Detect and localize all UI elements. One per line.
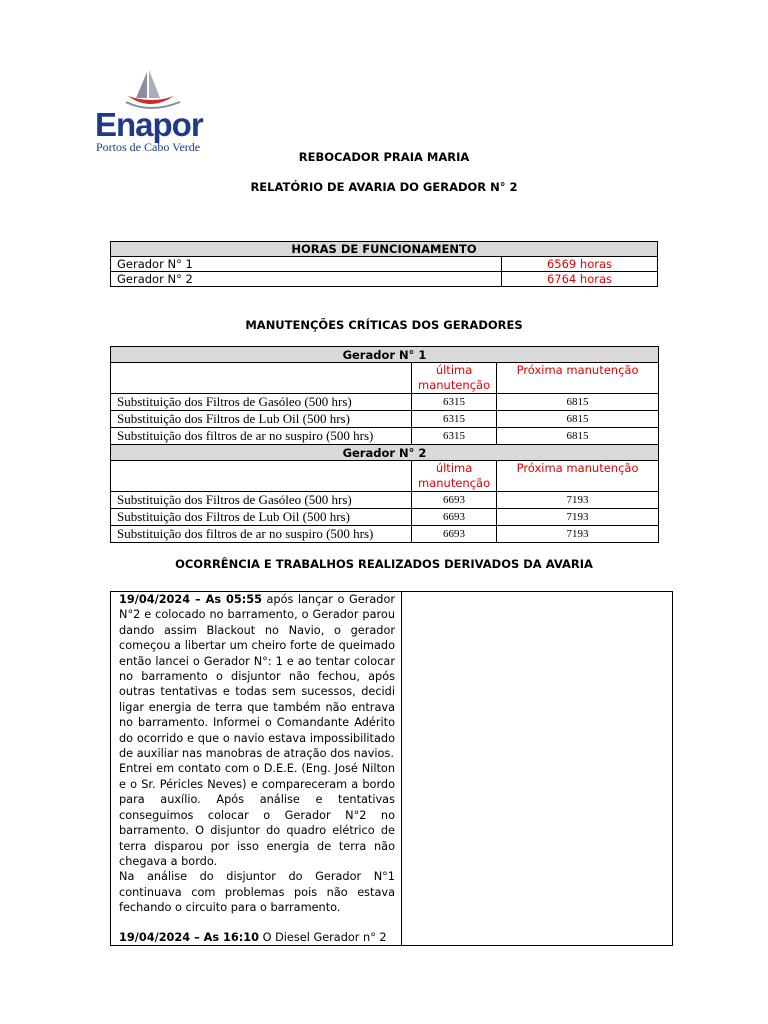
maintenance-item: Substituição dos Filtros de Lub Oil (500 hrs) — [111, 411, 412, 428]
hours-value: 6764 horas — [502, 272, 658, 287]
last-value: 6315 — [412, 411, 497, 428]
occurrence-paragraph-3: Na análise do disjuntor do Gerador N°1 continuava com problemas pois não estava fechando o circuito para o barramento. — [119, 870, 395, 915]
hours-label: Gerador N° 2 — [111, 272, 502, 287]
next-value: 6815 — [497, 428, 659, 445]
hours-table-header: HORAS DE FUNCIONAMENTO — [111, 242, 658, 257]
next-value: 7193 — [497, 492, 659, 509]
logo-subtitle: Portos de Cabo Verde — [96, 140, 201, 154]
hours-table — [110, 241, 658, 287]
entry-1-timestamp: 19/04/2024 – As 05:55 — [119, 593, 262, 606]
table-row — [111, 509, 659, 526]
maintenance-item: Substituição dos Filtros de Lub Oil (500 hrs) — [111, 509, 412, 526]
maintenance-item: Substituição dos filtros de ar no suspiro (500 hrs) — [111, 526, 412, 543]
maintenance-item: Substituição dos filtros de ar no suspiro (500 hrs) — [111, 428, 412, 445]
entry-1-text: após lançar o Gerador N°2 e colocado no barramento, o Gerador parou dando assim Blackout no Navio, o gerador começou a libertar um cheiro forte de queimado então lancei o Gerador N°: 1 e ao tentar colocar no barramento o disjuntor não fechou, após outras tentativas e todas sem sucessos, decidi ligar energia de terra que também não entrava no barramento. Informei o Comandante Adérito do ocorrido e que o navio estava impossibilitado de auxiliar nas manobras de atração dos navios. — [119, 593, 395, 761]
last-value: 6693 — [412, 526, 497, 543]
maintenance-title: MANUTENÇÕES CRÍTICAS DOS GERADORES — [245, 318, 523, 332]
col-last-maintenance: última manutenção — [412, 461, 497, 492]
occurrence-empty-cell — [402, 592, 673, 946]
table-row — [111, 394, 659, 411]
generator-2-header: Gerador N° 2 — [111, 445, 659, 461]
hours-label: Gerador N° 1 — [111, 257, 502, 272]
occurrence-paragraph-2: Entrei em contato com o D.E.E. (Eng. José Nilton e o Sr. Péricles Neves) e compareceram a bordo para auxílio. Após análise e tentativas conseguimos colocar o Gerador N°2 no barramento. O disjuntor do quadro elétrico de terra disparou por isso energia de terra não chegava a bordo. — [119, 762, 395, 868]
logo-wordmark: Enapor — [95, 106, 203, 143]
hours-value: 6569 horas — [502, 257, 658, 272]
maintenance-item: Substituição dos Filtros de Gasóleo (500 hrs) — [111, 394, 412, 411]
last-value: 6315 — [412, 394, 497, 411]
generator-1-header: Gerador N° 1 — [111, 347, 659, 363]
entry-2-timestamp: 19/04/2024 – As 16:10 — [119, 930, 260, 944]
table-row — [111, 428, 659, 445]
next-value: 6815 — [497, 411, 659, 428]
col-last-maintenance: última manutenção — [412, 363, 497, 394]
col-next-maintenance: Próxima manutenção — [497, 363, 659, 394]
table-row — [111, 411, 659, 428]
occurrence-table — [110, 591, 673, 946]
occurrence-entry-2 — [119, 930, 395, 945]
occurrence-text-cell — [111, 592, 402, 946]
table-row — [111, 257, 658, 272]
next-value: 7193 — [497, 526, 659, 543]
last-value: 6693 — [412, 509, 497, 526]
table-row — [111, 272, 658, 287]
maintenance-table — [110, 346, 659, 543]
col-next-maintenance: Próxima manutenção — [497, 461, 659, 492]
entry-2-text: O Diesel Gerador n° 2 — [259, 930, 387, 944]
occurrence-title: OCORRÊNCIA E TRABALHOS REALIZADOS DERIVADOS DA AVARIA — [175, 557, 593, 571]
table-row — [111, 492, 659, 509]
last-value: 6693 — [412, 492, 497, 509]
table-row — [111, 526, 659, 543]
next-value: 6815 — [497, 394, 659, 411]
vessel-title: REBOCADOR PRAIA MARIA — [298, 150, 470, 164]
last-value: 6315 — [412, 428, 497, 445]
occurrence-entry-1 — [119, 592, 395, 761]
next-value: 7193 — [497, 509, 659, 526]
maintenance-item: Substituição dos Filtros de Gasóleo (500 hrs) — [111, 492, 412, 509]
report-title: RELATÓRIO DE AVARIA DO GERADOR N° 2 — [250, 180, 518, 194]
